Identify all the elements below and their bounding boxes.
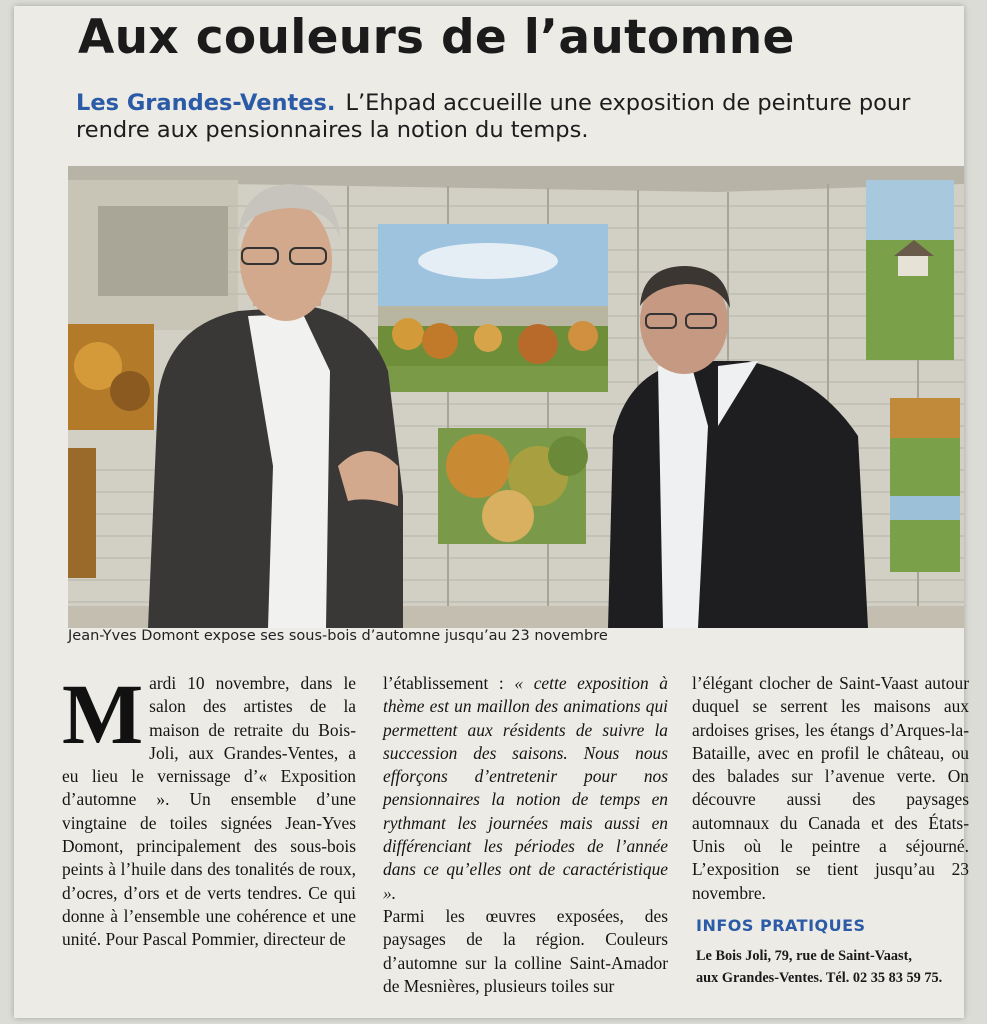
- column-2-text: Parmi les œuvres exposées, des paysages de la région. Couleurs d’automne sur la colline Saint-Amador de Mesnières, plusieurs toiles sur: [383, 905, 668, 996]
- article-column-3: [692, 672, 969, 905]
- drop-cap: M: [62, 666, 144, 762]
- deck-text: L’Ehpad accueille une exposition de peinture pour rendre aux pensionnaires la notion du temps.: [76, 90, 911, 143]
- deck: [76, 90, 956, 144]
- article-column-2: [383, 672, 668, 998]
- infos-address: Le Bois Joli, 79, rue de Saint-Vaast,: [696, 948, 912, 964]
- infos-title: INFOS PRATIQUES: [696, 916, 866, 935]
- infos-text: [696, 945, 971, 989]
- quote-intro: l’établissement :: [383, 673, 504, 693]
- photo-illustration: [68, 166, 964, 628]
- headline: Aux couleurs de l’automne: [78, 10, 795, 65]
- director-quote: « cette exposition à thème est un maillon des animations qui permettent aux résidents de suivre la succession des saisons. Nous nous efforçons d’entretenir pour nos pensionnaires la notion de temps en rythmant les journées mais aussi en différenciant les périodes de l’année dans ce qu’elles ont de caractéristique ».: [383, 673, 668, 903]
- column-3-text: l’élégant clocher de Saint-Vaast autour duquel se serrent les maisons aux ardoises grises, les étangs d’Arques-la-Bataille, avec en profil le château, ou des balades sur l’avenue verte. On découvre aussi des paysages automnaux du Canada et des États-Unis où le peintre a séjourné. L’exposition se tient jusqu’au 23 novembre.: [692, 673, 969, 903]
- article-photo: [68, 166, 964, 628]
- photo-caption: Jean-Yves Domont expose ses sous-bois d’automne jusqu’au 23 novembre: [68, 628, 608, 644]
- deck-place: Les Grandes-Ventes.: [76, 90, 336, 116]
- infos-phone: aux Grandes-Ventes. Tél. 02 35 83 59 75.: [696, 970, 943, 986]
- column-1-text: ardi 10 novembre, dans le salon des artistes de la maison de retraite du Bois-Joli, aux Grandes-Ventes, a eu lieu le vernissage d’« Exposition d’automne ». Un ensemble d’une vingtaine de toiles signées Jean-Yves Domont, principalement des sous-bois peints à l’huile dans des tonalités de roux, d’ocres, d’ors et de verts tendres. Ce qui donne à l’ensemble une cohérence et une unité. Pour Pascal Pommier, directeur de: [62, 673, 356, 950]
- article-column-1: [62, 666, 356, 952]
